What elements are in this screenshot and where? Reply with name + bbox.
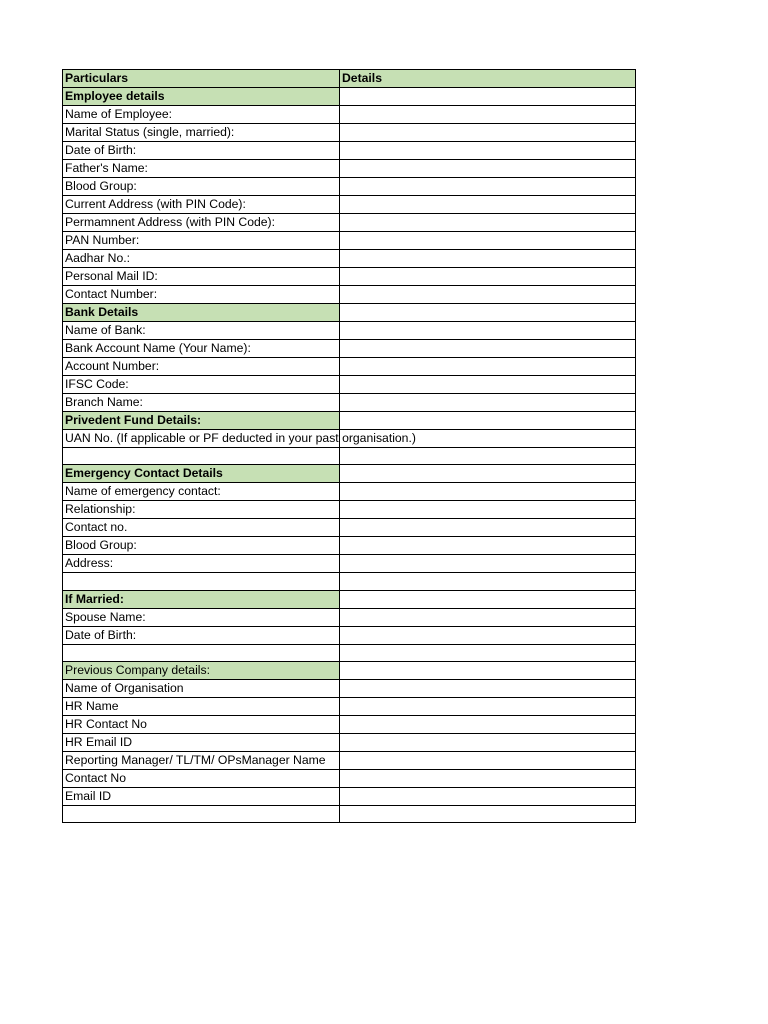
field-label: Reporting Manager/ TL/TM/ OPsManager Name bbox=[63, 752, 340, 770]
detail-value-cell bbox=[340, 590, 636, 608]
detail-value-cell[interactable] bbox=[340, 214, 636, 232]
section-title: Emergency Contact Details bbox=[63, 465, 340, 483]
section-header-row bbox=[63, 412, 636, 430]
detail-value-cell bbox=[340, 465, 636, 483]
field-label: Name of Employee: bbox=[63, 106, 340, 124]
detail-value-cell bbox=[340, 448, 636, 465]
detail-value-cell[interactable] bbox=[340, 106, 636, 124]
field-row bbox=[63, 752, 636, 770]
field-row bbox=[63, 716, 636, 734]
field-row bbox=[63, 698, 636, 716]
detail-value-cell[interactable] bbox=[340, 250, 636, 268]
section-title: Employee details bbox=[63, 88, 340, 106]
blank-row bbox=[63, 644, 636, 661]
field-label: Name of Bank: bbox=[63, 322, 340, 340]
field-row bbox=[63, 340, 636, 358]
field-label: Aadhar No.: bbox=[63, 250, 340, 268]
detail-value-cell[interactable] bbox=[340, 537, 636, 555]
field-label: Father's Name: bbox=[63, 160, 340, 178]
employee-details-form-table bbox=[62, 69, 636, 823]
field-row bbox=[63, 555, 636, 573]
field-row bbox=[63, 268, 636, 286]
detail-value-cell[interactable] bbox=[340, 770, 636, 788]
field-label: Email ID bbox=[63, 788, 340, 806]
detail-value-cell[interactable] bbox=[340, 124, 636, 142]
field-row bbox=[63, 124, 636, 142]
field-row bbox=[63, 142, 636, 160]
detail-value-cell bbox=[340, 662, 636, 680]
field-row bbox=[63, 322, 636, 340]
field-row bbox=[63, 250, 636, 268]
field-label: Marital Status (single, married): bbox=[63, 124, 340, 142]
section-title: If Married: bbox=[63, 590, 340, 608]
field-row bbox=[63, 232, 636, 250]
field-label: HR Name bbox=[63, 698, 340, 716]
field-label bbox=[63, 448, 340, 465]
detail-value-cell bbox=[340, 644, 636, 661]
detail-value-cell[interactable] bbox=[340, 716, 636, 734]
field-row bbox=[63, 430, 636, 448]
detail-value-cell bbox=[340, 88, 636, 106]
header-details: Details bbox=[340, 70, 636, 88]
field-label bbox=[63, 644, 340, 661]
field-label: HR Email ID bbox=[63, 734, 340, 752]
field-label: Account Number: bbox=[63, 358, 340, 376]
field-row bbox=[63, 501, 636, 519]
field-row bbox=[63, 358, 636, 376]
detail-value-cell[interactable] bbox=[340, 322, 636, 340]
field-label: Address: bbox=[63, 555, 340, 573]
field-label: UAN No. (If applicable or PF deducted in your past organisation.) bbox=[63, 430, 340, 448]
table-header-row bbox=[63, 70, 636, 88]
blank-row bbox=[63, 448, 636, 465]
section-header-row bbox=[63, 662, 636, 680]
detail-value-cell[interactable] bbox=[340, 268, 636, 286]
field-label: Contact Number: bbox=[63, 286, 340, 304]
field-row bbox=[63, 376, 636, 394]
blank-row bbox=[63, 573, 636, 590]
field-row bbox=[63, 394, 636, 412]
header-particulars: Particulars bbox=[63, 70, 340, 88]
field-label: Name of Organisation bbox=[63, 680, 340, 698]
field-label: Current Address (with PIN Code): bbox=[63, 196, 340, 214]
field-label: Blood Group: bbox=[63, 537, 340, 555]
field-label: Contact no. bbox=[63, 519, 340, 537]
field-row bbox=[63, 286, 636, 304]
field-row bbox=[63, 519, 636, 537]
detail-value-cell[interactable] bbox=[340, 340, 636, 358]
field-label bbox=[63, 573, 340, 590]
field-row bbox=[63, 196, 636, 214]
field-row bbox=[63, 788, 636, 806]
section-header-row bbox=[63, 465, 636, 483]
section-header-row bbox=[63, 304, 636, 322]
detail-value-cell[interactable] bbox=[340, 142, 636, 160]
field-label: HR Contact No bbox=[63, 716, 340, 734]
section-title: Bank Details bbox=[63, 304, 340, 322]
detail-value-cell[interactable] bbox=[340, 608, 636, 626]
detail-value-cell bbox=[340, 412, 636, 430]
detail-value-cell[interactable] bbox=[340, 788, 636, 806]
form-table-body bbox=[63, 70, 636, 823]
section-title: Privedent Fund Details: bbox=[63, 412, 340, 430]
field-label: Spouse Name: bbox=[63, 608, 340, 626]
detail-value-cell[interactable] bbox=[340, 734, 636, 752]
field-label: IFSC Code: bbox=[63, 376, 340, 394]
field-row bbox=[63, 483, 636, 501]
detail-value-cell[interactable] bbox=[340, 376, 636, 394]
detail-value-cell[interactable] bbox=[340, 232, 636, 250]
detail-value-cell[interactable] bbox=[340, 394, 636, 412]
field-label: Bank Account Name (Your Name): bbox=[63, 340, 340, 358]
field-row bbox=[63, 214, 636, 232]
field-label: Relationship: bbox=[63, 501, 340, 519]
field-label: Contact No bbox=[63, 770, 340, 788]
field-label: Date of Birth: bbox=[63, 626, 340, 644]
field-row bbox=[63, 608, 636, 626]
field-row bbox=[63, 680, 636, 698]
detail-value-cell bbox=[340, 304, 636, 322]
detail-value-cell[interactable] bbox=[340, 501, 636, 519]
detail-value-cell[interactable] bbox=[340, 752, 636, 770]
detail-value-cell[interactable] bbox=[340, 160, 636, 178]
section-header-row bbox=[63, 590, 636, 608]
field-row bbox=[63, 734, 636, 752]
detail-value-cell[interactable] bbox=[340, 178, 636, 196]
detail-value-cell[interactable] bbox=[340, 358, 636, 376]
field-label: PAN Number: bbox=[63, 232, 340, 250]
field-row bbox=[63, 537, 636, 555]
detail-value-cell[interactable] bbox=[340, 196, 636, 214]
field-label: Branch Name: bbox=[63, 394, 340, 412]
detail-value-cell[interactable] bbox=[340, 698, 636, 716]
field-label: Permamnent Address (with PIN Code): bbox=[63, 214, 340, 232]
detail-value-cell bbox=[340, 573, 636, 590]
section-header-row bbox=[63, 88, 636, 106]
blank-row bbox=[63, 806, 636, 823]
field-label: Date of Birth: bbox=[63, 142, 340, 160]
field-label: Blood Group: bbox=[63, 178, 340, 196]
detail-value-cell[interactable] bbox=[340, 626, 636, 644]
field-label: Name of emergency contact: bbox=[63, 483, 340, 501]
field-row bbox=[63, 178, 636, 196]
detail-value-cell[interactable] bbox=[340, 286, 636, 304]
field-row bbox=[63, 770, 636, 788]
detail-value-cell[interactable] bbox=[340, 555, 636, 573]
detail-value-cell bbox=[340, 806, 636, 823]
field-row bbox=[63, 626, 636, 644]
field-row bbox=[63, 160, 636, 178]
field-row bbox=[63, 106, 636, 124]
field-label bbox=[63, 806, 340, 823]
detail-value-cell[interactable] bbox=[340, 483, 636, 501]
detail-value-cell[interactable] bbox=[340, 680, 636, 698]
section-title: Previous Company details: bbox=[63, 662, 340, 680]
field-label: Personal Mail ID: bbox=[63, 268, 340, 286]
detail-value-cell[interactable] bbox=[340, 519, 636, 537]
